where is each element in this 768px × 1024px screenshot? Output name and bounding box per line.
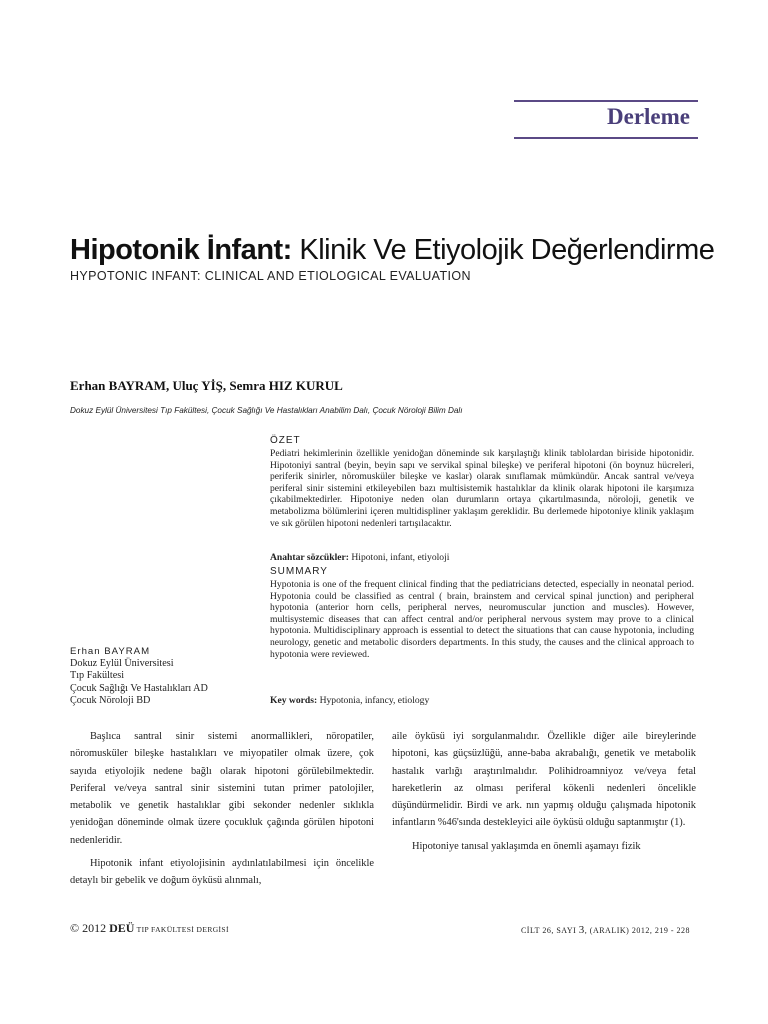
body-paragraph: aile öyküsü iyi sorgulanmalıdır. Özellikle diğer aile bireylerinde hipotoni, kas güçsüzlüğü, anne-baba akrabalığı, genetik ve metabolik hastalık varlığı araştırılmalıdır. Polihidroamniyoz ve/veya fetal hareketlerin az olması periferal kökenli nedenleri öncelikle düşündürmelidir. Birdi ve ark. nın yapmış olduğu çalışmada hipotonik infantların %46'sında destekleyici aile öyküsü olduğu saptanmıştır (1). <box>392 731 696 829</box>
body-paragraph: Hipotonik infant etiyolojisinin aydınlatılabilmesi için öncelikle detaylı bir gebelik ve doğum öyküsü alınmalı, <box>70 858 374 887</box>
body-column-right <box>392 728 696 855</box>
affiliation: Dokuz Eylül Üniversitesi Tıp Fakültesi, Çocuk Sağlığı Ve Hastalıkları Anabilim Dalı, Çocuk Nöroloji Bilim Dalı <box>70 406 463 415</box>
abstract-tr-heading: ÖZET <box>270 435 301 446</box>
authors: Erhan BAYRAM, Uluç YİŞ, Semra HIZ KURUL <box>70 378 343 393</box>
article-subtitle: HYPOTONIC INFANT: CLINICAL AND ETIOLOGICAL EVALUATION <box>70 269 471 283</box>
body-column-left <box>70 728 374 890</box>
header-bottom-rule <box>514 137 698 139</box>
body-paragraph: Başlıca santral sinir sistemi anormallikleri, nöropatiler, nöromusküler bileşke hastalıkları ve miyopatiler olmak üzere, çok sayıda etiyolojik nedene bağlı olarak hipotoni görülebilmektedir. Periferal ve/veya santral sinir sistemini tutan primer patolojiler, metabolik ve genetik hastalıklar gibi sekonder nedenler sıklıkla yenidoğan döneminde olmak üzere çocukluk çağında görülen hipotoni nedenleridir. <box>70 731 374 846</box>
header-top-rule <box>514 100 698 102</box>
correspondence-line: Tıp Fakültesi <box>70 670 125 682</box>
body-paragraph: Hipotoniye tanısal yaklaşımda en önemli aşamayı fizik <box>412 840 641 852</box>
footer-volume: CİLT 26, SAYI <box>520 926 579 935</box>
abstract-en-text: Hypotonia is one of the frequent clinical finding that the pediatricians detected, especially in neonatal period. Hypotonia could be classified as central ( brain, brainstem and cervical spinal junction) and peripheral hypotonia (anterior horn cells, peripheral nerves, neuromuscular junction and muscles). However, multisystemic diseases that can affect central and/or peripheral nervous system may prove to a clinical hypotonia. Multidisciplinary approach is essential to detect the situations that can cause hypotonia, including neurology, genetic and metabolic disorders departments. In this study, the causes and the clinical approach to hypotonia were reviewed. <box>270 579 694 660</box>
copyright-icon: © <box>70 921 80 935</box>
abstract-tr-keywords <box>270 552 449 563</box>
article-title <box>70 234 750 267</box>
keywords-en-values: Hypotonia, infancy, etiology <box>317 695 430 706</box>
keywords-tr-values: Hipotoni, infant, etiyoloji <box>348 552 450 563</box>
footer-journal <box>70 921 229 936</box>
footer-issue: 3 <box>578 924 585 936</box>
correspondence-name: Erhan BAYRAM <box>70 646 151 657</box>
abstract-en-keywords <box>270 695 429 706</box>
correspondence-line: Dokuz Eylül Üniversitesi <box>70 658 174 670</box>
footer-journal-name: TIP FAKÜLTESİ DERGİSİ <box>134 925 229 934</box>
title-rest: Klinik Ve Etiyolojik Değerlendirme <box>291 234 715 266</box>
correspondence-line: Çocuk Nöroloji BD <box>70 694 151 706</box>
abstract-en-heading: SUMMARY <box>270 566 328 577</box>
title-bold: Hipotonik İnfant: <box>70 234 292 266</box>
keywords-tr-label: Anahtar sözcükler: <box>270 552 349 563</box>
correspondence-line: Çocuk Sağlığı Ve Hastalıkları AD <box>70 682 208 694</box>
footer-citation <box>440 924 690 936</box>
footer-year: 2012 <box>79 921 110 935</box>
footer-deu: DEÜ <box>109 921 135 935</box>
abstract-tr-text: Pediatri hekimlerinin özellikle yenidoğan döneminde sık karşılaştığı klinik tablolardan biriside hipotonidir. Hipotoniyi santral (beyin, beyin sapı ve servikal spinal bileşke) ve periferal hipotoni (ön boynuz hücreleri, periferik sinirler, nöromusküler bileşke ve kaslar) olarak sınıflamak mümkündür. Ancak santral ve/veya periferal sinir sistemini etkileyebilen bazı multisistemik hastalıklar da klinik olarak hipotoni ile karşımıza çıkabilmektedirler. Hipotoniye neden olan durumların ortaya çıkartılmasında, nöroloji, genetik ve metabolizma bölümlerini içeren multidispliner yaklaşım gereklidir. Bu derlemede hipotoniye klinik yaklaşım ve sık görülen hipotoni nedenleri tartışılacaktır. <box>270 448 694 529</box>
section-label: Derleme <box>607 104 690 129</box>
keywords-en-label: Key words: <box>270 695 318 706</box>
footer-date-pages: , (ARALIK) 2012, 219 - 228 <box>584 926 690 935</box>
correspondence-block <box>70 646 270 707</box>
